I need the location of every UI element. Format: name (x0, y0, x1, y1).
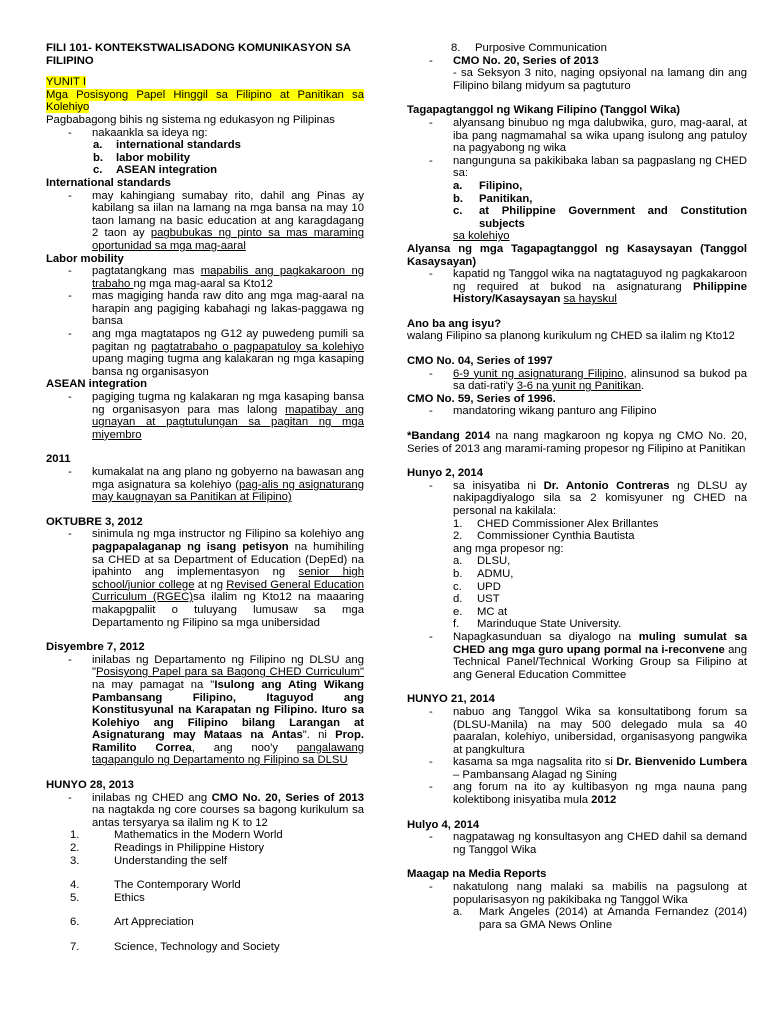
list-item: 2. Commissioner Cynthia Bautista (453, 530, 635, 543)
list-item: - pagtatangkang mas mapabilis ang pagkakaroon ng trabaho ng mga mag-aaral sa Kto12 (68, 265, 365, 290)
list-item: - nakatulong nang malaki sa mabilis na pagsulong at popularisasyon ng pakikibaka ng Tanggol Wika (429, 881, 747, 906)
list-item: a. international standards (93, 139, 241, 152)
list-item: 2. Readings in Philippine History (70, 842, 265, 855)
list-item: - 6-9 yunit ng asignaturang Filipino, alinsunod sa bukod pa sa dati-rati'y 3-6 na yunit ng Panitikan. (429, 367, 747, 393)
document-title: FILI 101- KONTEKSTWALISADONG KOMUNIKASYON SA FILIPINO (46, 42, 351, 67)
intro-text: Pagbabagong bihis ng sistema ng edukasyon ng Pilipinas (46, 113, 335, 126)
section-heading: ASEAN integration (46, 378, 148, 391)
list-item: a. DLSU, (453, 555, 511, 568)
list-item: - nangunguna sa pakikibaka laban sa pagpaslang ng CHED sa: (429, 154, 747, 180)
list-item: - CMO No. 20, Series of 2013 (429, 54, 599, 67)
list-item: - sa inisyatiba ni Dr. Antonio Contreras ng DLSU ay nakipagdiyalogo sila sa 2 komisyuner ng CHED na personal na kakilala: (429, 479, 747, 517)
list-item: c. UPD (453, 580, 501, 593)
section-heading: Tagapagtanggol ng Wikang Filipino (Tanggol Wika) (407, 104, 680, 117)
section-heading: CMO No. 59, Series of 1996. (407, 392, 556, 405)
issue-text: walang Filipino sa planong kurikulum ng CHED sa ilalim ng Kto12 (407, 330, 735, 343)
section-heading: Alyansa ng mga Tagapagtanggol ng Kasaysayan (Tanggol Kasaysayan) (407, 242, 747, 268)
list-item: b. ADMU, (453, 567, 514, 580)
list-item-text: - sa Seksyon 3 nito, naging opsiyonal na lamang din ang Filipino bilang midyum sa pagtuturo (453, 67, 747, 92)
section-heading: HUNYO 28, 2013 (46, 779, 134, 792)
list-item: - kumakalat na ang plano ng gobyerno na bawasan ang mga asignatura sa kolehiyo (pag-alis ng asignaturang may kaugnayan sa Panitikan at Filipino) (68, 466, 364, 504)
right-column (407, 42, 747, 931)
list-item: 5. Ethics (70, 891, 145, 904)
list-item: c. at Philippine Government and Constitution subjects (453, 205, 747, 230)
list-item: - nakaankla sa ideya ng: (68, 126, 208, 139)
list-item: - pagiging tugma ng kalakaran ng mga kasaping bansa ng organisasyon para mas lalong mapatibay ang ugnayan at pagtutulungan sa pagitan ng mga miyembro (68, 391, 365, 441)
list-item: - nagpatawag ng konsultasyon ang CHED dahil sa demand ng Tanggol Wika (429, 831, 747, 856)
section-heading: Maagap na Media Reports (407, 868, 547, 881)
section-heading: Hunyo 2, 2014 (407, 467, 483, 480)
list-item: - mas magiging handa raw dito ang mga mag-aaral na harapin ang pagiging kabahagi ng lakas-paggawa ng bansa (68, 290, 364, 328)
section-heading: International standards (46, 176, 171, 189)
list-item: b. Panitikan, (453, 192, 533, 205)
list-item: 6. Art Appreciation (70, 916, 194, 929)
section-heading: HUNYO 21, 2014 (407, 693, 495, 706)
list-item: 3. Understanding the self (70, 854, 228, 867)
list-item: d. UST (453, 593, 500, 606)
list-item: - sinimula ng mga instructor ng Filipino sa kolehiyo ang pagpapalaganap ng isang petisyon na humihiling sa CHED at sa Department of Education (DepEd) na ipahinto ang implementasyon ng senior high school/junior college at ng Revised General Education Curriculum (RGEC)sa ilalim ng Kto12 na maaaring makapgpaliit o tuluyang lumusaw sa mga Departamento ng Filipino sa mga unibersidad (68, 528, 364, 629)
section-heading: Labor mobility (46, 252, 124, 265)
list-item: - nabuo ang Tanggol Wika sa konsultatibong forum sa (DLSU-Manila) na may 500 delegado mula sa 40 paaralan, kolehiyo, unibersidad, organisasyong pangwika at pangkultura (429, 705, 747, 756)
list-item: 7. Science, Technology and Society (70, 941, 280, 953)
unit-label: YUNIT I (46, 76, 86, 89)
list-item: e. MC at (453, 605, 508, 618)
left-column (46, 42, 364, 954)
list-item: - Napagkasunduan sa diyalogo na muling sumulat sa CHED ang mga guro upang pormal na i-reconvene ang Technical Panel/Technical Working Group sa Filipino at ang General Education Committee (429, 630, 747, 681)
section-heading: CMO No. 04, Series of 1997 (407, 355, 553, 368)
list-item: - mandatoring wikang panturo ang Filipino (429, 405, 657, 418)
list-item: - inilabas ng Departamento ng Filipino ng DLSU ang "Posisyong Papel para sa Bagong CHED Curriculum" na may pamagat na "Isulong ang Ating Wikang Pambansang Filipino, Itaguyod ang Konstitusyunal na Karapatan ng Filipino. Ituro sa Kolehiyo ang Filipino bilang Larangan at Asignaturang may Mataas na Antas". ni Prop. Ramilito Correa, ang noo'y pangalawang tagapangulo ng Departamento ng Filipino sa DLSU (68, 653, 365, 767)
list-item: - may kahingiang sumabay rito, dahil ang Pinas ay kabilang sa iilan na lamang na mga bansa na may 10 taon lamang na basic education at ang karagdagang 2 taon ay pagbubukas ng pinto sa mas maraming oportunidad sa mga mag-aaral (68, 189, 364, 252)
list-item: - ang forum na ito ay kultibasyon ng mga nauna pang kolektibong inisyatiba mula 2012 (429, 781, 747, 807)
section-heading: Hulyo 4, 2014 (407, 818, 480, 831)
list-item: b. labor mobility (93, 151, 191, 164)
list-item-text: sa kolehiyo (453, 230, 510, 243)
list-item: - kapatid ng Tanggol wika na nagtataguyod ng pagkakaroon ng required at bukod na asignaturang Philippine History/Kasaysayan sa hayskul (429, 268, 747, 306)
list-item-text: ang mga propesor ng: (453, 542, 564, 555)
list-item: - kasama sa mga nagsalita rito si Dr. Bienvenido Lumbera – Pambansang Alagad ng Sining (429, 756, 747, 781)
list-item: f. Marinduque State University. (453, 618, 622, 631)
section-heading: Ano ba ang isyu? (407, 317, 502, 330)
list-item: 1. CHED Commissioner Alex Brillantes (453, 517, 659, 530)
section-heading: Disyembre 7, 2012 (46, 641, 145, 654)
list-item: 4. The Contemporary World (70, 879, 241, 892)
section-heading: 2011 (46, 453, 71, 466)
list-item: c. ASEAN integration (93, 164, 218, 177)
list-item: - alyansang binubuo ng mga dalubwika, guro, mag-aaral, at iba pang nagmamahal sa wika upang isulong ang patuloy na pagyabong ng wika (429, 116, 747, 155)
list-item: 1. Mathematics in the Modern World (70, 829, 283, 842)
list-item: - inilabas ng CHED ang CMO No. 20, Series of 2013 na nagtakda ng core courses sa bagong kurikulum sa antas tersyarya sa ilalim ng K to 12 (68, 791, 364, 829)
list-item: - ang mga magtatapos ng G12 ay puwedeng pumili sa pagitan ng pagtatrabaho o pagpapatuloy sa kolehiyo upang maging tugma ang kalakaran ng mga kasaping bansa ng organisasyon (68, 328, 364, 378)
list-item: a. Mark Angeles (2014) at Amanda Fernandez (2014) para sa GMA News Online (453, 906, 747, 931)
topic-title: Mga Posisyong Papel Hinggil sa Filipino at Panitikan sa Kolehiyo (46, 88, 364, 114)
list-item: a. Filipino, (453, 179, 523, 192)
note-text: *Bandang 2014 na nang magkaroon ng kopya ng CMO No. 20, Series of 2013 ang marami-raming propesor ng Filipino at Panitikan (407, 430, 747, 455)
section-heading: OKTUBRE 3, 2012 (46, 515, 143, 528)
list-item: 8. Purposive Communication (451, 42, 607, 54)
